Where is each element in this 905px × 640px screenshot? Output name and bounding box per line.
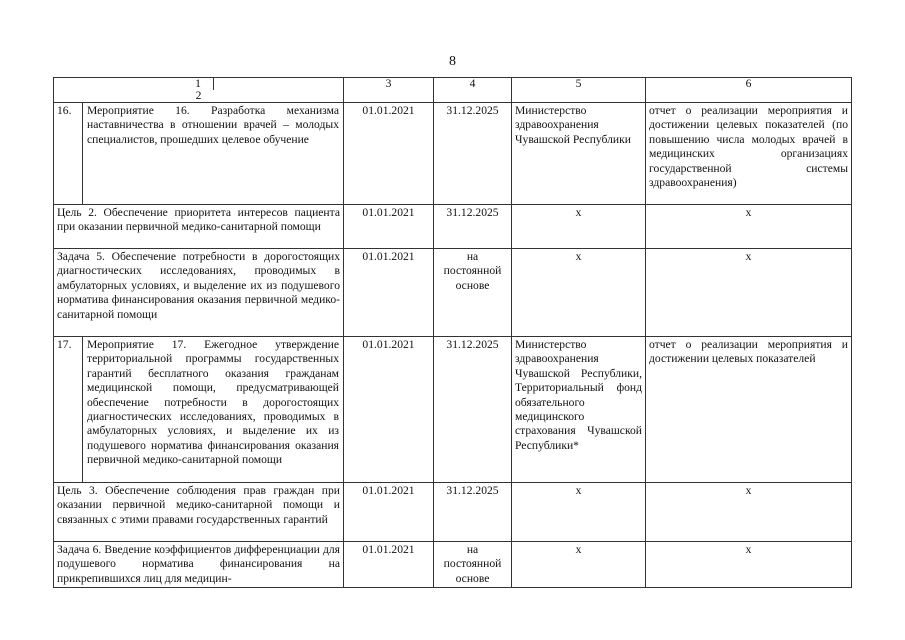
end-date: 31.12.2025 [434, 103, 512, 205]
start-date: 01.01.2021 [344, 103, 434, 205]
result: х [646, 542, 852, 588]
executor: х [512, 483, 646, 542]
table-row [54, 103, 852, 205]
task-text: Задача 6. Введение коэффициентов дифференциации для подушевого норматива финансирования на прикрепившихся лиц для медицин- [54, 542, 344, 588]
header-col-4: 4 [434, 78, 512, 103]
start-date: 01.01.2021 [344, 542, 434, 588]
result: отчет о реализации мероприятия и достижении целевых показателей (по повышению числа молодых врачей в медицинских организациях государственной системы здравоохранения) [646, 103, 852, 205]
table-row [54, 542, 852, 588]
start-date: 01.01.2021 [344, 205, 434, 249]
start-date: 01.01.2021 [344, 337, 434, 483]
row-number: 17. [54, 337, 83, 482]
header-col-1: 1 [184, 78, 214, 90]
executor: х [512, 205, 646, 249]
result: х [646, 205, 852, 249]
measure-text: Мероприятие 17. Ежегодное утверждение территориальной программы государственных гарантий бесплатного оказания гражданам медицинской помощи, предусматривающей обеспечение потребности в дорогостоящих диагностических исследованиях, проводимых в амбулаторных условиях, и выделение их из подушевого норматива финансирования оказания первичной медико-санитарной помощи [87, 338, 339, 467]
header-col-5: 5 [512, 78, 646, 103]
header-col-3: 3 [344, 78, 434, 103]
header-col-6: 6 [646, 78, 852, 103]
end-date: 31.12.2025 [434, 337, 512, 483]
table-row [54, 249, 852, 337]
end-date: на постоянной основе [434, 249, 512, 337]
row-number: 16. [54, 103, 83, 204]
end-date: 31.12.2025 [434, 483, 512, 542]
table-row [54, 205, 852, 249]
end-date: на постоянной основе [434, 542, 512, 588]
end-date: 31.12.2025 [434, 205, 512, 249]
header-col-2: 2 [195, 89, 202, 102]
executor: х [512, 249, 646, 337]
measures-table [53, 77, 852, 588]
page-number: 8 [449, 54, 456, 69]
executor: х [512, 542, 646, 588]
table-header-row [54, 78, 852, 103]
result: отчет о реализации мероприятия и достижении целевых показателей [646, 337, 852, 483]
header-cell [54, 78, 344, 103]
measure-cell [54, 103, 344, 205]
executor: Министерство здравоохранения Чувашской Республики [512, 103, 646, 205]
start-date: 01.01.2021 [344, 249, 434, 337]
task-text: Задача 5. Обеспечение потребности в дорогостоящих диагностических исследованиях, проводимых в амбулаторных условиях, и выделение их из подушевого норматива финансирования оказания первичной медико-санитарной помощи [54, 249, 344, 337]
result: х [646, 483, 852, 542]
measure-text: Мероприятие 16. Разработка механизма наставничества в отношении врачей – молодых специалистов, прошедших целевое обучение [87, 104, 339, 146]
measure-cell [54, 337, 344, 483]
executor: Министерство здравоохранения Чувашской Республики, Территориальный фонд обязательного медицинского страхования Чувашской Республики* [512, 337, 646, 483]
goal-text: Цель 2. Обеспечение приоритета интересов пациента при оказании первичной медико-санитарной помощи [54, 205, 344, 249]
start-date: 01.01.2021 [344, 483, 434, 542]
goal-text: Цель 3. Обеспечение соблюдения прав граждан при оказании первичной медико-санитарной помощи и связанных с этими правами государственных гарантий [54, 483, 344, 542]
result: х [646, 249, 852, 337]
table-row [54, 483, 852, 542]
table-row [54, 337, 852, 483]
